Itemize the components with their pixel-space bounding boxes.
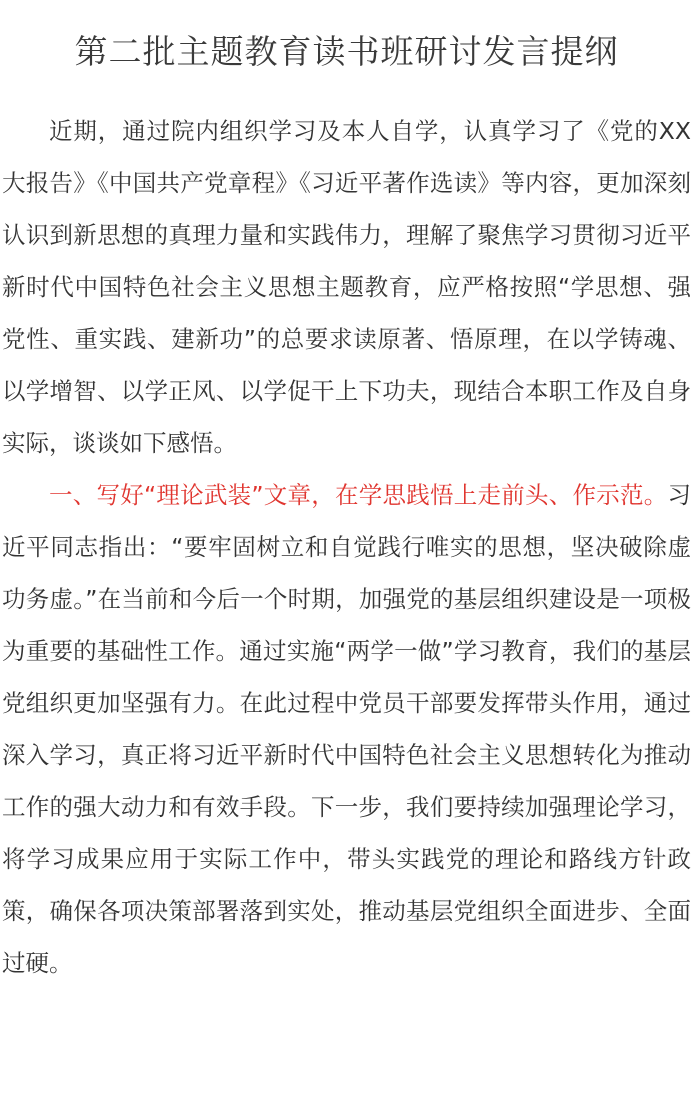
document-title: 第二批主题教育读书班研讨发言提纲: [74, 32, 619, 71]
intro-paragraph: 近期，通过院内组织学习及本人自学，认真学习了《党的XX大报告》《中国共产党章程》《习近平著作选读》等内容，更加深刻认识到新思想的真理力量和实践伟力，理解了聚焦学习贯彻习近平新时代中国特色社会主义思想主题教育，应严格按照“学思想、强党性、重实践、建新功”的总要求读原著、悟原理，在以学铸魂、以学增智、以学正风、以学促干上下功夫，现结合本职工作及自身实际，谈谈如下感悟。: [2, 117, 691, 457]
section-1-paragraph: [2, 469, 691, 989]
section-1-heading: 一、写好“理论武装”文章，在学思践悟上走前头、作示范。: [49, 481, 668, 509]
section-1-body: 习近平同志指出：“要牢固树立和自觉践行唯实的思想，坚决破除虚功务虚。”在当前和今后一个时期，加强党的基层组织建设是一项极为重要的基础性工作。通过实施“两学一做”学习教育，我们的基层党组织更加坚强有力。在此过程中党员干部要发挥带头作用，通过深入学习，真正将习近平新时代中国特色社会主义思想转化为推动工作的强大动力和有效手段。下一步，我们要持续加强理论学习，将学习成果应用于实际工作中，带头实践党的理论和路线方针政策，确保各项决策部署落到实处，推动基层党组织全面进步、全面过硬。: [2, 481, 691, 977]
